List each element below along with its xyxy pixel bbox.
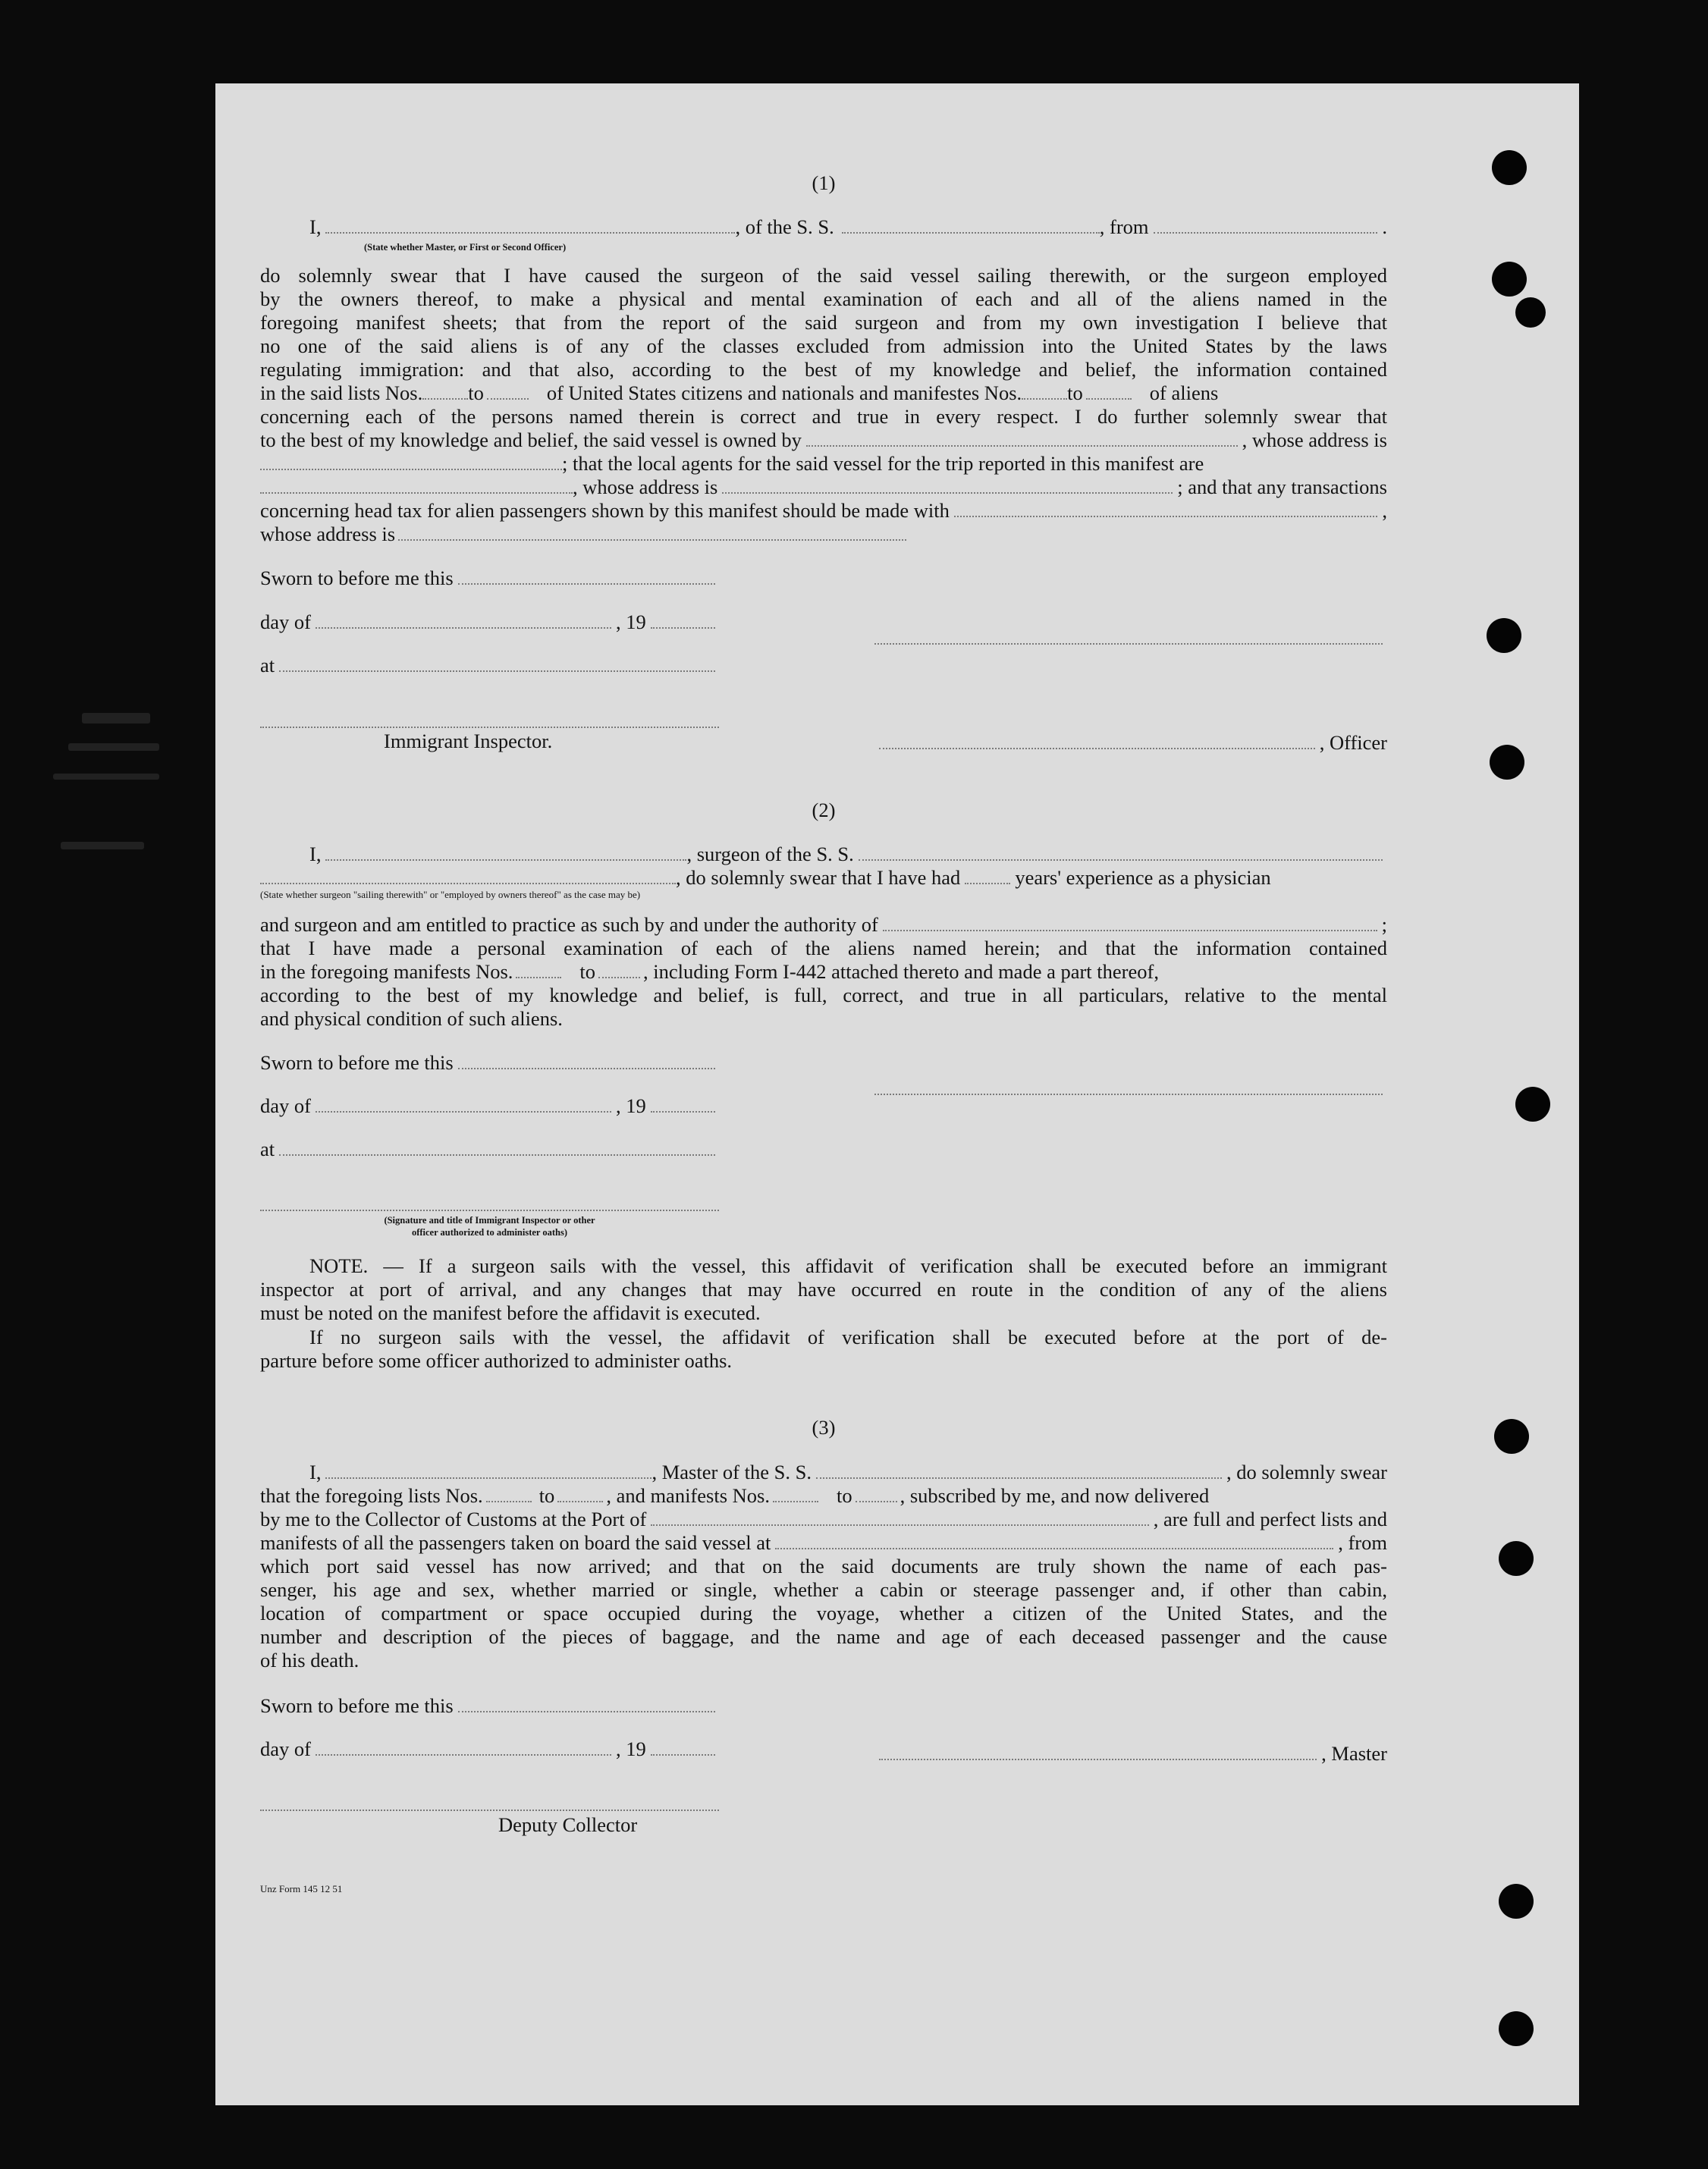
label-sworn: Sworn to before me this xyxy=(260,1051,454,1074)
s3-para-line: location of compartment or space occupied during the voyage, whether a citizen of the United States, and the xyxy=(260,1602,1387,1624)
scan-smudge xyxy=(53,774,159,780)
label-master: , Master xyxy=(1321,1742,1387,1765)
punch-hole xyxy=(1492,262,1527,297)
label: to xyxy=(836,1484,852,1507)
master-signature-field[interactable] xyxy=(879,1742,1317,1760)
s3-embark-line xyxy=(260,1531,1387,1555)
punch-hole xyxy=(1494,1419,1529,1454)
signature-note-2: officer authorized to administer oaths) xyxy=(411,1227,568,1238)
label: ; xyxy=(1381,913,1387,936)
s1-day-line xyxy=(260,611,720,634)
s2-sworn-line xyxy=(260,1051,720,1075)
label-at: at xyxy=(260,654,275,676)
authority-field[interactable] xyxy=(883,913,1377,931)
label: to xyxy=(468,381,484,404)
sworn-place-field[interactable] xyxy=(279,654,715,672)
form-identifier: Unz Form 145 12 51 xyxy=(260,1883,343,1894)
ship-name-field[interactable] xyxy=(842,215,1100,234)
state-note: (State whether Master, or First or Second Officer) xyxy=(364,242,567,253)
label-day-of: day of xyxy=(260,1094,311,1117)
label-year: , 19 xyxy=(615,611,646,633)
label: to xyxy=(1067,381,1083,404)
sworn-month-field[interactable] xyxy=(316,611,611,629)
port-of-customs-field[interactable] xyxy=(651,1508,1148,1526)
s3-para-line: senger, his age and sex, whether married or single, whether a cabin or steerage passenger and, if other than cabin, xyxy=(260,1578,1387,1601)
s3-manifests-from-field[interactable] xyxy=(773,1484,818,1502)
punch-hole xyxy=(1499,2011,1534,2046)
s1-sworn-line xyxy=(260,567,720,590)
lists-from-field[interactable] xyxy=(422,381,468,400)
s3-master-line xyxy=(874,1742,1387,1766)
headtax-field[interactable] xyxy=(954,499,1378,517)
label: that the foregoing lists Nos. xyxy=(260,1484,483,1507)
deputy-collector-label: Deputy Collector xyxy=(498,1813,638,1836)
s3-sworn-year-field[interactable] xyxy=(651,1737,715,1756)
label: of United States citizens and nationals and manifestes Nos. xyxy=(546,381,1022,404)
s1-at-line xyxy=(260,654,720,677)
punch-hole xyxy=(1499,1884,1534,1919)
s1-para-line: do solemnly swear that I have caused the surgeon of the said vessel sailing therewith, or the surgeon employed xyxy=(260,264,1387,287)
label: and surgeon and am entitled to practice as such by and under the authority of xyxy=(260,913,878,936)
s3-para-line: of his death. xyxy=(260,1649,359,1671)
owner-field[interactable] xyxy=(806,428,1238,447)
years-field[interactable] xyxy=(965,866,1010,884)
scan-smudge xyxy=(61,842,144,849)
label: , whose address is xyxy=(1242,428,1387,451)
section-2-number: (2) xyxy=(812,799,836,821)
s1-para-line: by the owners thereof, to make a physical and mental examination of each and all of the aliens named in the xyxy=(260,287,1387,310)
agents-field[interactable] xyxy=(260,476,573,494)
s3-day-line xyxy=(260,1737,720,1761)
label-sworn: Sworn to before me this xyxy=(260,567,454,589)
s1-lists-line xyxy=(260,381,1387,405)
s3-sworn-month-field[interactable] xyxy=(316,1737,611,1756)
label: to xyxy=(538,1484,555,1507)
label: to xyxy=(579,960,596,983)
officer-title-field[interactable] xyxy=(879,731,1315,749)
note-line: parture before some officer authorized to administer oaths. xyxy=(260,1349,733,1372)
label: to the best of my knowledge and belief, the said vessel is owned by xyxy=(260,428,802,451)
label-i: I, xyxy=(309,843,322,865)
label-year: , 19 xyxy=(615,1737,646,1760)
label-year: , 19 xyxy=(615,1094,646,1117)
label: manifests of all the passengers taken on board the said vessel at xyxy=(260,1531,771,1554)
s2-para-line: that I have made a personal examination of each of the aliens named herein; and that the information contained xyxy=(260,937,1387,959)
s2-inspector-signature-line[interactable] xyxy=(260,1208,719,1211)
label-of-ss: , of the S. S. xyxy=(735,215,834,238)
s2-para-line: and physical condition of such aliens. xyxy=(260,1007,563,1030)
s3-lists-to-field[interactable] xyxy=(557,1484,603,1502)
manifests-from-field[interactable] xyxy=(1022,381,1067,400)
s3-sworn-line xyxy=(260,1694,720,1718)
surgeon-state-note: (State whether surgeon "sailing therewith" or "employed by owners thereof" as the case may be) xyxy=(260,889,641,900)
label-i: I, xyxy=(309,215,322,238)
label-i: I, xyxy=(309,1461,322,1483)
s2-day-line xyxy=(260,1094,720,1118)
s3-port-line xyxy=(260,1508,1387,1531)
surgeon-ship-field[interactable] xyxy=(859,843,1383,861)
surgeon-name-field[interactable] xyxy=(325,843,686,861)
master-name-field[interactable] xyxy=(325,1461,651,1479)
owner-address-field[interactable] xyxy=(260,452,562,470)
s2-sworn-place-field[interactable] xyxy=(279,1138,715,1156)
label-sworn: Sworn to before me this xyxy=(260,1694,454,1717)
s3-para-line: which port said vessel has now arrived; and that on the said documents are truly shown the name of each pas- xyxy=(260,1555,1387,1577)
s2-manifests-to-field[interactable] xyxy=(598,960,640,978)
label: ; that the local agents for the said vessel for the trip reported in this manifest are xyxy=(562,452,1204,475)
label-day-of: day of xyxy=(260,611,311,633)
signature-note-1: (Signature and title of Immigrant Inspector or other xyxy=(384,1215,595,1226)
label: of aliens xyxy=(1149,381,1219,404)
immigrant-inspector-label: Immigrant Inspector. xyxy=(384,730,553,752)
label: , xyxy=(1382,499,1387,522)
label-day-of: day of xyxy=(260,1737,311,1760)
punch-hole xyxy=(1515,1087,1550,1122)
officer-signature-line[interactable] xyxy=(874,642,1383,645)
note-line: must be noted on the manifest before the affidavit is executed. xyxy=(260,1301,761,1324)
label: , and manifests Nos. xyxy=(606,1484,770,1507)
punch-hole xyxy=(1515,297,1546,328)
s2-header-line xyxy=(309,843,1387,866)
label: , are full and perfect lists and xyxy=(1153,1508,1387,1530)
section-1-number: (1) xyxy=(812,171,836,194)
label-period: . xyxy=(1382,215,1387,238)
label-surgeon-of: , surgeon of the S. S. xyxy=(686,843,854,865)
s3-lists-line xyxy=(260,1484,1387,1508)
label: whose address is xyxy=(260,523,396,545)
officer-name-field[interactable] xyxy=(325,215,735,234)
s2-experience-line xyxy=(260,866,1387,890)
s2-at-line xyxy=(260,1138,720,1161)
s3-manifests-to-field[interactable] xyxy=(856,1484,897,1502)
label: ; and that any transactions xyxy=(1177,476,1387,498)
label-master-of: , Master of the S. S. xyxy=(651,1461,812,1483)
punch-hole xyxy=(1499,1541,1534,1576)
s3-sworn-day-field[interactable] xyxy=(458,1694,715,1712)
s1-agents-line xyxy=(260,452,1387,476)
label: , including Form I-442 attached thereto and made a part thereof, xyxy=(643,960,1159,983)
s1-owner-line xyxy=(260,428,1387,452)
label: , subscribed by me, and now delivered xyxy=(900,1484,1210,1507)
inspector-signature-line[interactable] xyxy=(260,725,719,728)
label: concerning head tax for alien passengers shown by this manifest should be made with xyxy=(260,499,950,522)
deputy-signature-line[interactable] xyxy=(260,1808,719,1811)
lists-to-field[interactable] xyxy=(487,381,529,400)
port-from-field[interactable] xyxy=(1154,215,1378,234)
label: , from xyxy=(1338,1531,1387,1554)
note-line: inspector at port of arrival, and any changes that may have occurred en route in the condition of any of the aliens xyxy=(260,1278,1387,1301)
s2-manifests-from-field[interactable] xyxy=(516,960,561,978)
punch-hole xyxy=(1492,150,1527,185)
s1-headtax-address-line xyxy=(260,523,1387,546)
s1-agent-address-line xyxy=(260,476,1387,499)
s1-officer-line xyxy=(874,731,1387,755)
s1-header-line xyxy=(309,215,1387,239)
s1-para-line: no one of the said aliens is of any of the classes excluded from admission into the United States by the laws xyxy=(260,334,1387,357)
s3-para-line: number and description of the pieces of baggage, and the name and age of each deceased passenger and the cause xyxy=(260,1625,1387,1648)
label: years' experience as a physician xyxy=(1015,866,1271,889)
note-line: NOTE. — If a surgeon sails with the vessel, this affidavit of verification shall be executed before an immigrant xyxy=(309,1254,1387,1277)
s2-authority-line xyxy=(260,913,1387,937)
surgeon-status-field[interactable] xyxy=(260,866,676,884)
s1-para-line: regulating immigration: and that also, according to the best of my knowledge and belief, the information contained xyxy=(260,358,1387,381)
label: in the foregoing manifests Nos. xyxy=(260,960,513,983)
s2-sworn-month-field[interactable] xyxy=(316,1094,611,1113)
scan-smudge xyxy=(68,743,159,751)
s2-para-line: according to the best of my knowledge and belief, is full, correct, and true in all particulars, relative to the mental xyxy=(260,984,1387,1006)
note-line: If no surgeon sails with the vessel, the affidavit of verification shall be executed before at the port of de- xyxy=(309,1326,1387,1348)
label: in the said lists Nos. xyxy=(260,381,423,404)
label-at: at xyxy=(260,1138,275,1160)
embark-port-field[interactable] xyxy=(775,1531,1333,1549)
punch-hole xyxy=(1487,618,1521,653)
label: by me to the Collector of Customs at the Port of xyxy=(260,1508,647,1530)
s1-headtax-line xyxy=(260,499,1387,523)
label-officer: , Officer xyxy=(1319,731,1387,754)
label-from: , from xyxy=(1099,215,1149,238)
label: , whose address is xyxy=(573,476,718,498)
s2-sworn-year-field[interactable] xyxy=(651,1094,715,1113)
manifests-to-field[interactable] xyxy=(1086,381,1132,400)
section-3-number: (3) xyxy=(812,1416,836,1439)
headtax-address-field[interactable] xyxy=(398,523,906,541)
s3-header-line xyxy=(309,1461,1387,1484)
sworn-day-field[interactable] xyxy=(458,567,715,585)
s1-para-line: concerning each of the persons named therein is correct and true in every respect. I do further solemnly swear that xyxy=(260,405,1387,428)
label: , do solemnly swear that I have had xyxy=(676,866,961,889)
s2-sworn-day-field[interactable] xyxy=(458,1051,715,1069)
agents-address-field[interactable] xyxy=(722,476,1173,494)
sworn-year-field[interactable] xyxy=(651,611,715,629)
s1-para-line: foregoing manifest sheets; that from the report of the said surgeon and from my own investigation I believe that xyxy=(260,311,1387,334)
label: , do solemnly swear xyxy=(1226,1461,1387,1483)
surgeon-signature-line[interactable] xyxy=(874,1092,1383,1095)
s3-lists-from-field[interactable] xyxy=(486,1484,532,1502)
punch-hole xyxy=(1490,745,1524,780)
master-ship-field[interactable] xyxy=(816,1461,1222,1479)
s2-manifests-line xyxy=(260,960,1387,984)
scan-smudge xyxy=(82,713,150,724)
